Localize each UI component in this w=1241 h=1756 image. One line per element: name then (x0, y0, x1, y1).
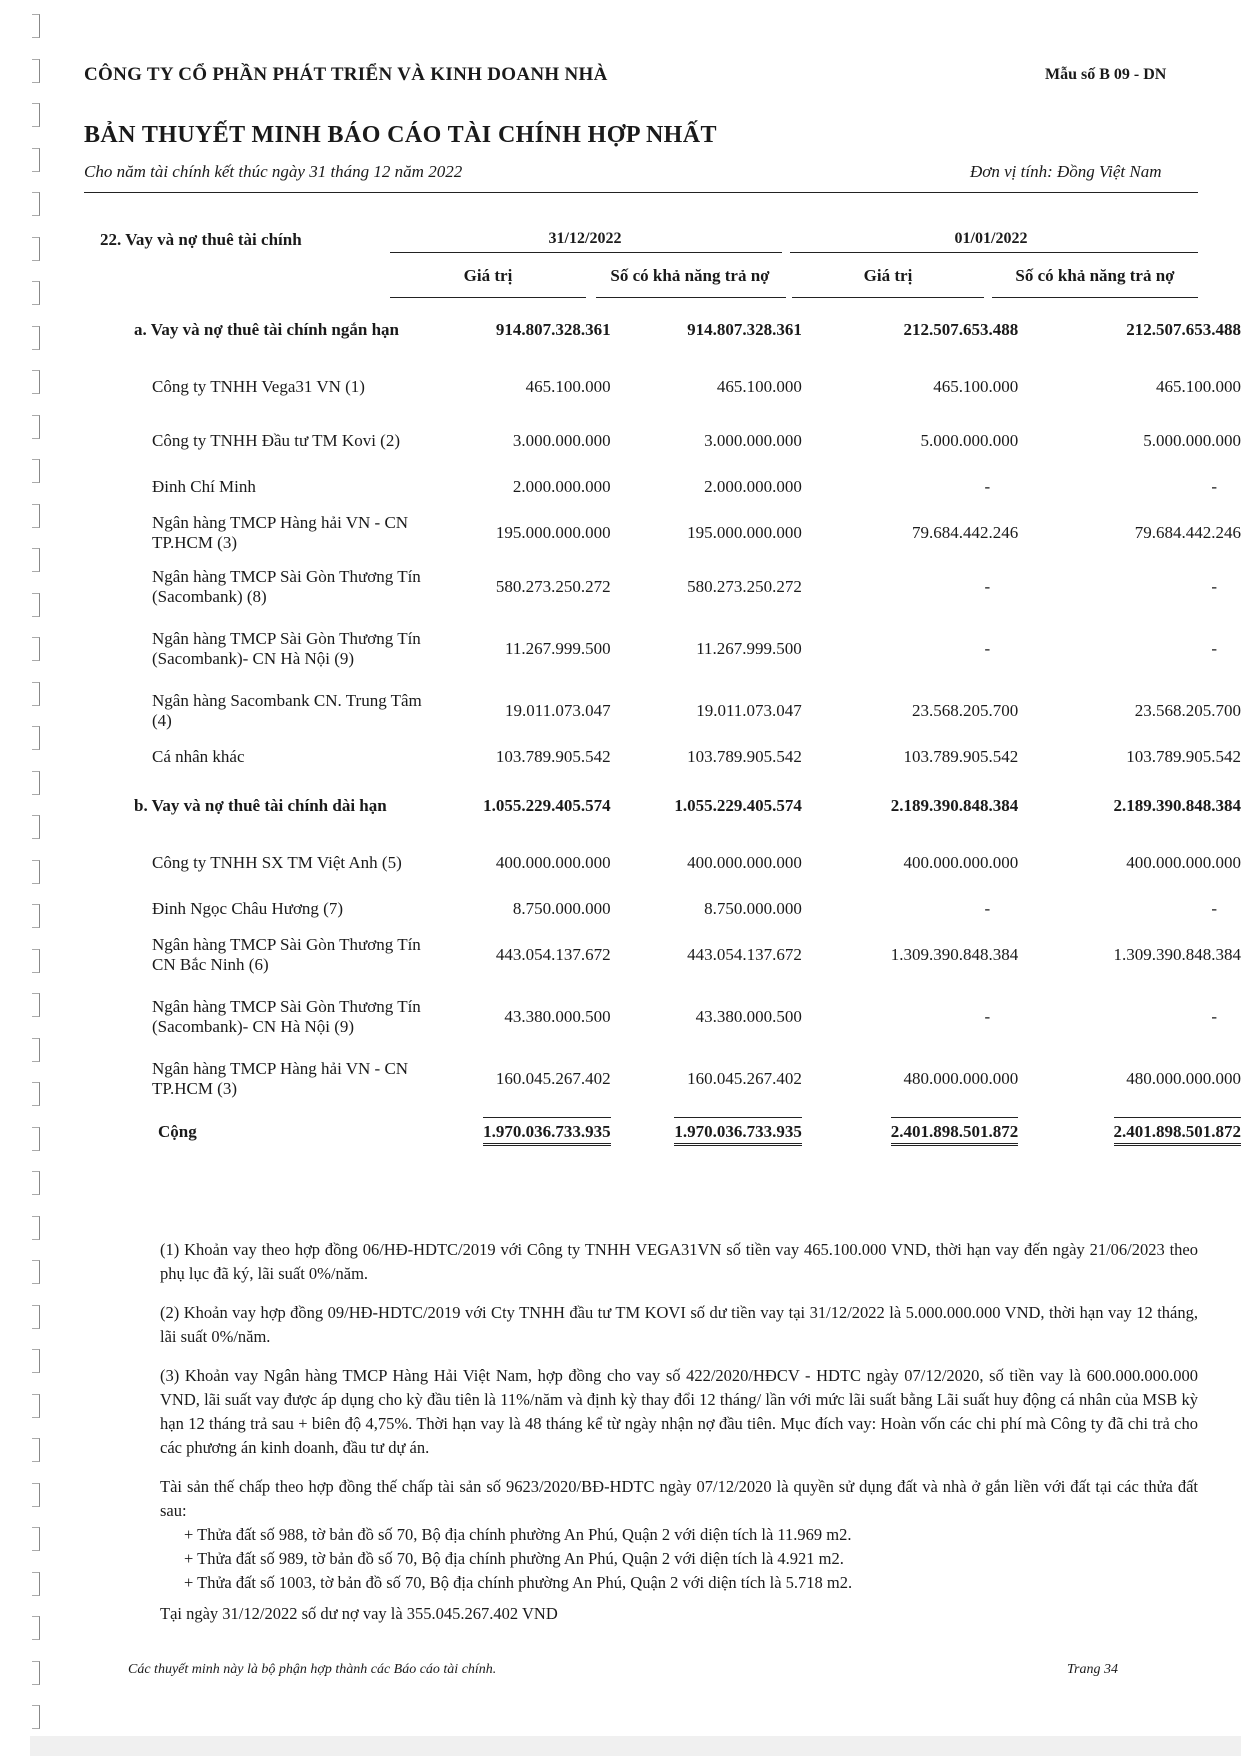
row-value (611, 1106, 802, 1158)
row-value: 5.000.000.000 (1143, 431, 1241, 450)
row-label: Ngân hàng TMCP Sài Gòn Thương Tín (Sacombank) (8) (152, 567, 421, 606)
table-row (100, 506, 1241, 560)
binder-hole (32, 1394, 40, 1418)
col-header-value-current: Giá trị (463, 266, 513, 285)
binder-hole (32, 326, 40, 350)
table-row (100, 982, 1241, 1052)
row-value: 23.568.205.700 (911, 701, 1019, 720)
row-label: a. Vay và nợ thuê tài chính ngắn hạn (134, 320, 399, 339)
col-underline-3 (792, 297, 984, 298)
collateral-text: Tài sản thế chấp theo hợp đồng thế chấp tài sản số 9623/2020/BĐ-HDTC ngày 07/12/2020 là quyền sử dụng đất và nhà ở gắn liền với đất tại các thửa đất sau: (160, 1477, 1198, 1520)
table-row (100, 738, 1241, 776)
row-value: 23.568.205.700 (1134, 701, 1241, 720)
binder-hole (32, 548, 40, 572)
plot-item: + Thửa đất số 989, tờ bản đồ số 70, Bộ địa chính phường An Phú, Quận 2 với diện tích là 4.921 m2. (184, 1549, 844, 1568)
col-header-value-prior: Giá trị (863, 266, 913, 285)
binder-hole (32, 148, 40, 172)
binder-hole (32, 59, 40, 83)
col-header-repay-prior: Số có khả năng trả nợ (1015, 266, 1175, 285)
table-row (100, 928, 1241, 982)
row-label: Cộng (158, 1122, 197, 1141)
date-underline-prior (790, 252, 1198, 253)
row-value: 212.507.653.488 (1126, 320, 1241, 339)
row-value (802, 1106, 1018, 1158)
row-value: 11.267.999.500 (505, 639, 611, 658)
scan-bottom-edge (30, 1736, 1241, 1756)
row-label: Ngân hàng TMCP Sài Gòn Thương Tín (Sacombank)- CN Hà Nội (9) (152, 997, 421, 1036)
loan-balance-text: Tại ngày 31/12/2022 số dư nợ vay là 355.045.267.402 VND (160, 1604, 558, 1623)
row-value: 160.045.267.402 (495, 1069, 611, 1088)
plot-item: + Thửa đất số 988, tờ bản đồ số 70, Bộ địa chính phường An Phú, Quận 2 với diện tích là 11.969 m2. (184, 1525, 852, 1544)
binder-hole (32, 14, 40, 38)
row-label: Công ty TNHH SX TM Việt Anh (5) (152, 853, 402, 872)
binder-hole (32, 1260, 40, 1284)
row-value: 1.055.229.405.574 (483, 796, 611, 815)
row-value: 79.684.442.246 (1134, 523, 1241, 542)
binder-hole (32, 192, 40, 216)
row-value: - (1211, 577, 1217, 596)
binder-hole (32, 370, 40, 394)
row-label: Công ty TNHH Vega31 VN (1) (152, 377, 365, 396)
table-group-row (100, 300, 1241, 360)
table-row (100, 684, 1241, 738)
binder-hole (32, 1216, 40, 1240)
row-value: 400.000.000.000 (903, 853, 1019, 872)
plot-list (160, 1523, 1198, 1595)
row-value: 103.789.905.542 (903, 747, 1019, 766)
row-value: 5.000.000.000 (920, 431, 1019, 450)
form-number: Mẫu số B 09 - DN (1045, 66, 1167, 83)
binder-hole (32, 415, 40, 439)
row-value: 480.000.000.000 (1126, 1069, 1241, 1088)
row-value: 2.000.000.000 (512, 477, 611, 496)
binder-hole (32, 1438, 40, 1462)
binder-holes (28, 0, 48, 1756)
table-row (100, 468, 1241, 506)
row-value: - (984, 1007, 991, 1026)
plot-item: + Thửa đất số 1003, tờ bản đồ số 70, Bộ địa chính phường An Phú, Quận 2 với diện tích là 5.718 m2. (184, 1573, 853, 1592)
binder-hole (32, 949, 40, 973)
table-total-row (100, 1106, 1241, 1158)
row-label: Công ty TNHH Đầu tư TM Kovi (2) (152, 431, 400, 450)
row-value: 400.000.000.000 (687, 853, 802, 872)
date-header-prior: 01/01/2022 (954, 230, 1028, 247)
note-2: (2) Khoản vay hợp đồng 09/HĐ-HDTC/2019 với Cty TNHH đầu tư TM KOVI số dư tiền vay tại 31/12/2022 là 5.000.000.000 VND, thời hạn vay 12 tháng, lãi suất 0%/năm. (160, 1303, 1198, 1346)
binder-hole (32, 237, 40, 261)
table-row (100, 1052, 1241, 1106)
table-row (100, 836, 1241, 890)
table-row (100, 614, 1241, 684)
row-value: - (1211, 899, 1217, 918)
total-value: 2.401.898.501.872 (1114, 1117, 1241, 1146)
row-value: 8.750.000.000 (512, 899, 611, 918)
row-value: 1.309.390.848.384 (1113, 945, 1241, 964)
row-value: 443.054.137.672 (687, 945, 802, 964)
note-3: (3) Khoản vay Ngân hàng TMCP Hàng Hải Việt Nam, hợp đồng cho vay số 422/2020/HĐCV - HDTC ngày 07/12/2020, số tiền vay là 600.000.000.000 VND, lãi suất vay được áp dụng cho kỳ đầu tiên là 11%/năm và định kỳ thay đổi 12 tháng/ lần với mức lãi suất bằng Lãi suất huy động cá nhân của MSB kỳ hạn 12 tháng trả sau + biên độ 4,75%. Thời hạn vay là 48 tháng kể từ ngày nhận nợ đầu tiên. Mục đích vay: Hoàn vốn các chi phí mà Công ty đã chi trả cho các phương án kinh doanh, đầu tư dự án. (160, 1366, 1198, 1457)
row-value: 3.000.000.000 (512, 431, 611, 450)
row-value: 1.055.229.405.574 (674, 796, 802, 815)
row-value: 400.000.000.000 (1126, 853, 1241, 872)
row-value: - (984, 477, 991, 496)
row-label: b. Vay và nợ thuê tài chính dài hạn (134, 796, 387, 815)
row-value: 914.807.328.361 (495, 320, 611, 339)
table-row (100, 890, 1241, 928)
date-header-current: 31/12/2022 (548, 230, 622, 247)
row-value: 465.100.000 (716, 377, 802, 396)
section-title: 22. Vay và nợ thuê tài chính (100, 230, 302, 249)
binder-hole (32, 682, 40, 706)
col-underline-4 (992, 297, 1198, 298)
row-value: 443.054.137.672 (495, 945, 611, 964)
currency-unit: Đơn vị tính: Đồng Việt Nam (970, 162, 1162, 181)
row-value: - (984, 577, 991, 596)
reporting-period: Cho năm tài chính kết thúc ngày 31 tháng 12 năm 2022 (84, 162, 463, 181)
binder-hole (32, 1349, 40, 1373)
footer-note: Các thuyết minh này là bộ phận hợp thành các Báo cáo tài chính. (128, 1662, 497, 1677)
row-value: 480.000.000.000 (903, 1069, 1019, 1088)
binder-hole (32, 637, 40, 661)
total-value: 1.970.036.733.935 (674, 1117, 802, 1146)
header-divider (84, 192, 1198, 193)
notes-section (160, 1238, 1198, 1641)
row-value: 43.380.000.500 (695, 1007, 802, 1026)
row-value: 43.380.000.500 (504, 1007, 611, 1026)
row-value: 8.750.000.000 (704, 899, 802, 918)
table-group-row (100, 776, 1241, 836)
binder-hole (32, 593, 40, 617)
binder-hole (32, 1661, 40, 1685)
row-value: 212.507.653.488 (903, 320, 1019, 339)
row-value: 914.807.328.361 (687, 320, 802, 339)
binder-hole (32, 904, 40, 928)
binder-hole (32, 281, 40, 305)
row-value: 580.273.250.272 (495, 577, 611, 596)
table-row (100, 360, 1241, 414)
row-value: - (1211, 1007, 1217, 1026)
row-label: Cá nhân khác (152, 747, 245, 766)
binder-hole (32, 1171, 40, 1195)
row-value: 465.100.000 (933, 377, 1019, 396)
row-value (427, 1106, 611, 1158)
total-value: 2.401.898.501.872 (891, 1117, 1019, 1146)
row-label: Đinh Ngọc Châu Hương (7) (152, 899, 344, 918)
table-row (100, 414, 1241, 468)
page-number: Trang 34 (1067, 1662, 1118, 1677)
row-value: 79.684.442.246 (911, 523, 1019, 542)
row-value: 11.267.999.500 (696, 639, 802, 658)
row-value: 160.045.267.402 (687, 1069, 802, 1088)
row-value (1018, 1106, 1241, 1158)
row-value: - (984, 639, 991, 658)
note-1: (1) Khoản vay theo hợp đồng 06/HĐ-HDTC/2019 với Công ty TNHH VEGA31VN số tiền vay 465.100.000 VND, thời hạn vay đến ngày 21/06/2023 theo phụ lục đã ký, lãi suất 0%/năm. (160, 1240, 1198, 1283)
table-row (100, 560, 1241, 614)
row-label: Đinh Chí Minh (152, 477, 256, 496)
row-value: 400.000.000.000 (495, 853, 611, 872)
binder-hole (32, 860, 40, 884)
binder-hole (32, 993, 40, 1017)
row-value: 2.189.390.848.384 (890, 796, 1019, 815)
row-value: - (984, 899, 991, 918)
row-value: 103.789.905.542 (495, 747, 611, 766)
binder-hole (32, 1038, 40, 1062)
total-value: 1.970.036.733.935 (483, 1117, 611, 1146)
col-header-repay-current: Số có khả năng trả nợ (610, 266, 770, 285)
binder-hole (32, 1572, 40, 1596)
row-value: - (1211, 477, 1217, 496)
row-value: 103.789.905.542 (1126, 747, 1241, 766)
row-label: Ngân hàng TMCP Sài Gòn Thương Tín CN Bắc Ninh (6) (152, 935, 421, 974)
row-value: 19.011.073.047 (696, 701, 802, 720)
row-value: 195.000.000.000 (687, 523, 802, 542)
date-underline-current (390, 252, 782, 253)
row-label: Ngân hàng Sacombank CN. Trung Tâm (4) (152, 691, 422, 730)
document-title: BẢN THUYẾT MINH BÁO CÁO TÀI CHÍNH HỢP NHẤT (84, 122, 717, 148)
binder-hole (32, 815, 40, 839)
binder-hole (32, 1616, 40, 1640)
binder-hole (32, 726, 40, 750)
binder-hole (32, 504, 40, 528)
row-value: 195.000.000.000 (495, 523, 611, 542)
binder-hole (32, 459, 40, 483)
binder-hole (32, 771, 40, 795)
row-value: 465.100.000 (1156, 377, 1241, 396)
binder-hole (32, 1082, 40, 1106)
binder-hole (32, 1527, 40, 1551)
row-value: 2.000.000.000 (704, 477, 802, 496)
row-value: 3.000.000.000 (704, 431, 802, 450)
row-label: Ngân hàng TMCP Hàng hải VN - CN TP.HCM (3) (152, 1059, 409, 1098)
col-underline-1 (390, 297, 586, 298)
row-value: 465.100.000 (525, 377, 611, 396)
binder-hole (32, 1127, 40, 1151)
row-value: 1.309.390.848.384 (890, 945, 1019, 964)
row-value: 103.789.905.542 (687, 747, 802, 766)
binder-hole (32, 1705, 40, 1729)
row-label: Ngân hàng TMCP Sài Gòn Thương Tín (Sacombank)- CN Hà Nội (9) (152, 629, 421, 668)
company-name: CÔNG TY CỔ PHẦN PHÁT TRIỂN VÀ KINH DOANH NHÀ (84, 64, 608, 85)
row-value: 580.273.250.272 (687, 577, 802, 596)
binder-hole (32, 1305, 40, 1329)
col-underline-2 (596, 297, 786, 298)
binder-hole (32, 1483, 40, 1507)
row-value: 19.011.073.047 (505, 701, 611, 720)
row-value: - (1211, 639, 1217, 658)
row-value: 2.189.390.848.384 (1113, 796, 1241, 815)
loans-table (100, 300, 1241, 1158)
row-label: Ngân hàng TMCP Hàng hải VN - CN TP.HCM (3) (152, 513, 409, 552)
binder-hole (32, 103, 40, 127)
